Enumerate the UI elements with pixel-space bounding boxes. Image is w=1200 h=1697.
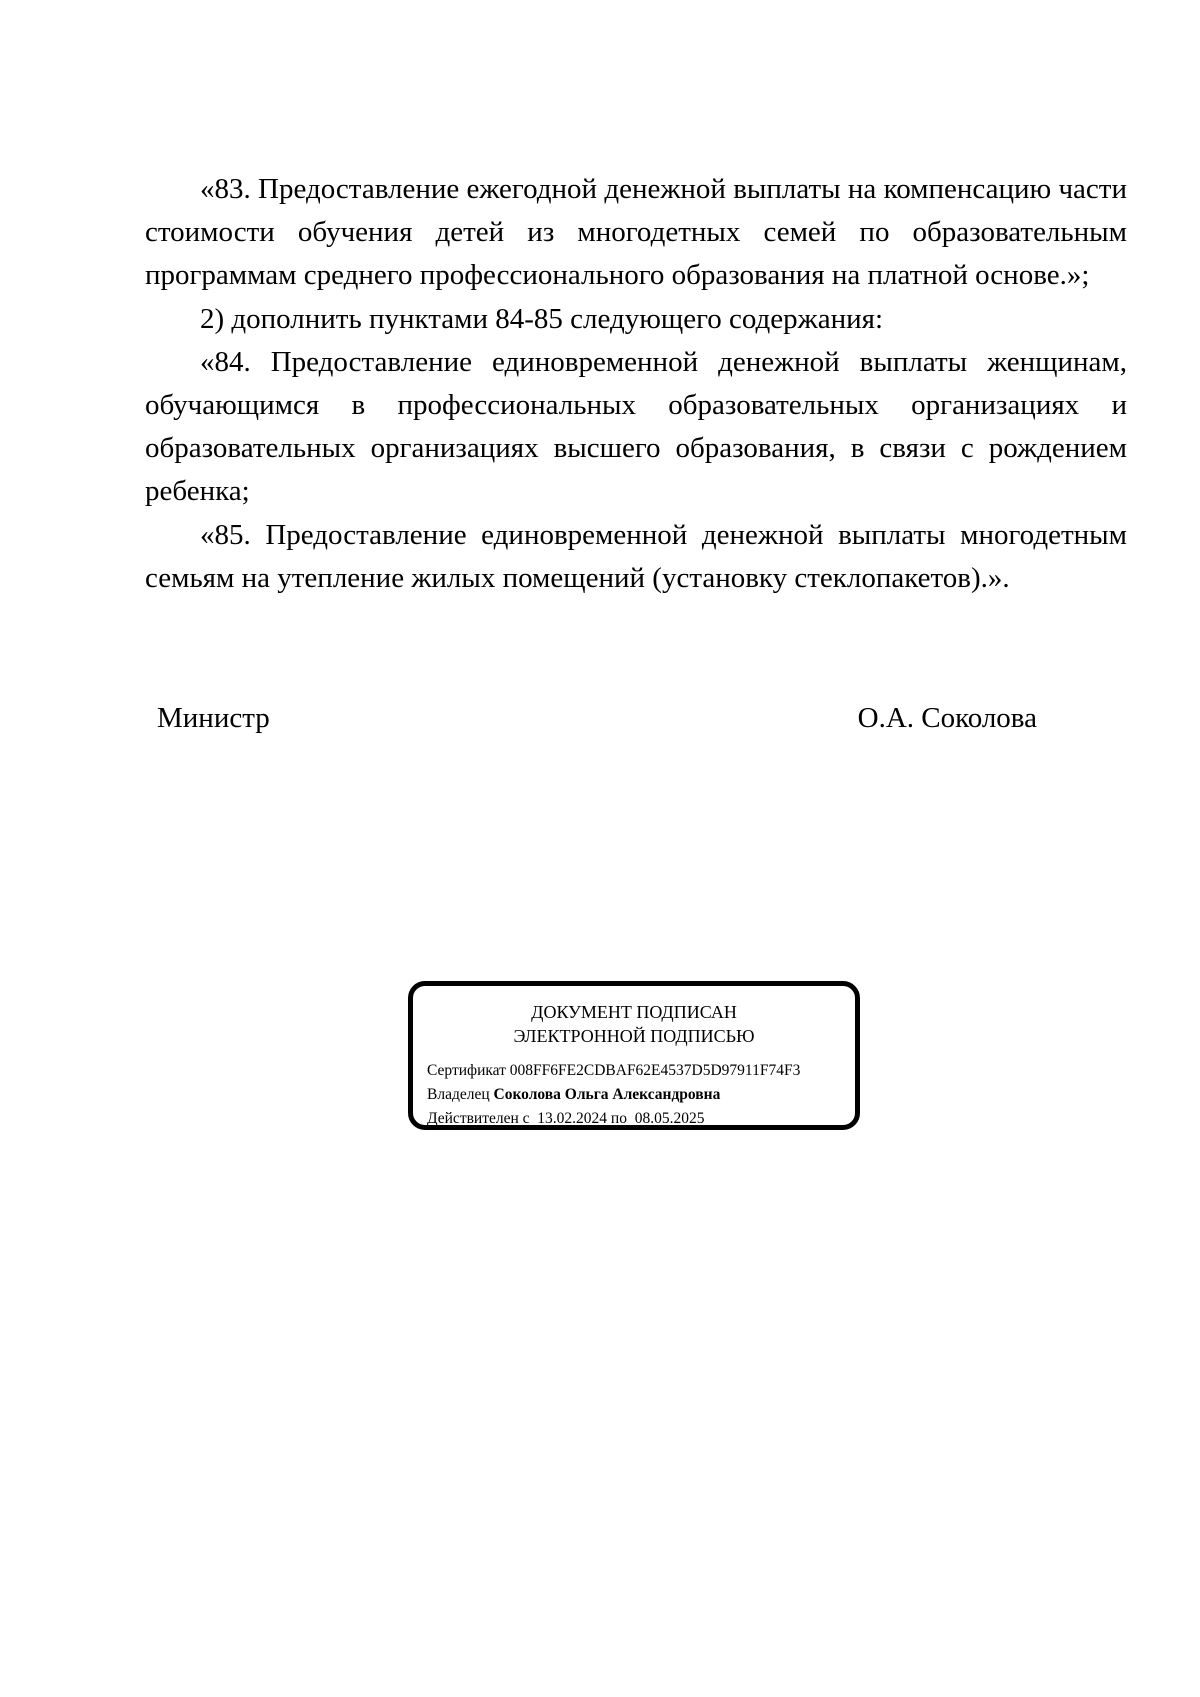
signatory-name: О.А. Соколова	[857, 702, 1037, 734]
owner-value: Соколова Ольга Александровна	[493, 1086, 721, 1103]
stamp-validity-row	[427, 1107, 800, 1131]
signature-block	[157, 697, 1037, 742]
paragraph-85: «85. Предоставление единовременной денежной выплаты многодетным семьям на утепление жилых помещений (установку стеклопакетов).».	[145, 518, 1127, 594]
paragraph-84: «84. Предоставление единовременной денежной выплаты женщинам, обучающимся в профессиональных образовательных организациях и образовательных организациях высшего образования, в связи с рождением ребенка;	[145, 345, 1127, 508]
certificate-label: Сертификат	[427, 1062, 506, 1079]
stamp-certificate-row	[427, 1059, 800, 1083]
valid-to: 08.05.2025	[634, 1110, 705, 1127]
owner-label: Владелец	[427, 1086, 490, 1103]
document-body	[145, 168, 1127, 600]
electronic-signature-stamp	[408, 981, 860, 1130]
stamp-owner-row	[427, 1083, 800, 1107]
paragraph-amendment: 2) дополнить пунктами 84-85 следующего содержания:	[200, 302, 884, 335]
stamp-title-line-2: ЭЛЕКТРОННОЙ ПОДПИСЬЮ	[513, 1026, 755, 1046]
stamp-title-line-1: ДОКУМЕНТ ПОДПИСАН	[531, 1002, 737, 1022]
stamp-title	[413, 1000, 855, 1048]
valid-label: Действителен с	[427, 1110, 530, 1127]
paragraph-83: «83. Предоставление ежегодной денежной выплаты на компенсацию части стоимости обучения детей из многодетных семей по образовательным программам среднего профессионального образования на платной основе.»;	[145, 173, 1127, 292]
certificate-value: 008FF6FE2CDBAF62E4537D5D97911F74F3	[509, 1062, 801, 1079]
signatory-position: Министр	[157, 702, 270, 734]
stamp-details	[427, 1059, 800, 1131]
valid-from: 13.02.2024	[537, 1110, 608, 1127]
valid-to-label: по	[610, 1110, 627, 1127]
